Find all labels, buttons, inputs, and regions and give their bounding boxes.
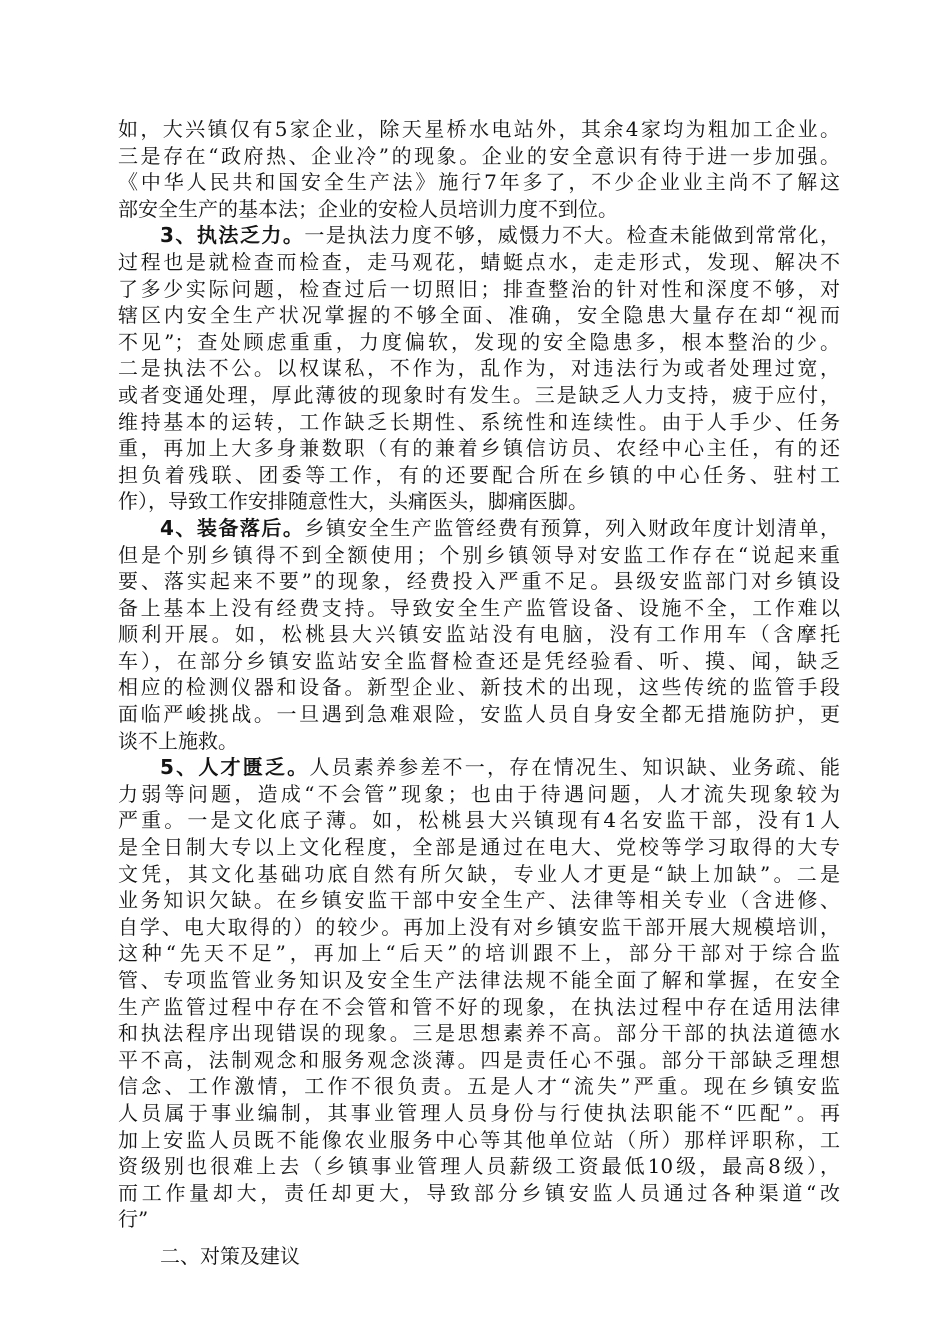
text-line: 重，再加上大多身兼数职（有的兼着乡镇信访员、农经中心主任，有的还: [118, 436, 840, 461]
text-line: 行”: [118, 1207, 149, 1232]
text-line: 作），导致工作安排随意性大，头痛医头，脚痛医脚。: [118, 489, 588, 514]
text-line: 担负着残联、团委等工作，有的还要配合所在乡镇的中心任务、驻村工: [118, 462, 840, 487]
text-line: 管、专项监管业务知识及安全生产法律法规不能全面了解和掌握，在安全: [118, 968, 840, 992]
text-line: 自学、电大取得的）的较少。再加上没有对乡镇安监干部开展大规模培训，: [118, 914, 840, 939]
text-line: 如，大兴镇仅有5家企业，除天星桥水电站外，其余4家均为粗加工企业。: [118, 117, 840, 141]
text-line: 车），在部分乡镇安监站安全监督检查还是凭经验看、听、摸、闻，缺乏: [118, 648, 840, 673]
section-4-first-line: [118, 515, 840, 542]
section-4-first-text: 乡镇安全生产监管经费有预算，列入财政年度计划清单，: [304, 515, 841, 540]
text-line: 《中华人民共和国安全生产法》施行7年多了，不少企业业主尚不了解这: [118, 170, 840, 195]
text-line: 这种“先天不足”，再加上“后天”的培训跟不上，部分干部对于综合监: [118, 941, 840, 966]
text-line: 生产监管过程中存在不会管和管不好的现象，在执法过程中存在适用法律: [118, 994, 840, 1019]
text-line: 但是个别乡镇得不到全额使用；个别乡镇领导对安监工作存在“说起来重: [118, 542, 840, 567]
section-5-first-line: [118, 754, 840, 781]
section-3-first-line: [118, 222, 840, 249]
text-line: 维持基本的运转，工作缺乏长期性、系统性和连续性。由于人手少、任务: [118, 409, 840, 434]
text-line: 业务知识欠缺。在乡镇安监干部中安全生产、法律等相关专业（含进修、: [118, 888, 840, 913]
document-body: [118, 116, 840, 1273]
text-line: 备上基本上没有经费支持。导致安全生产监管设备、设施不全，工作难以: [118, 595, 840, 620]
text-line: 面临严峻挑战。一旦遇到急难艰险，安监人员自身安全都无措施防护，更: [118, 702, 840, 727]
text-line: 了多少实际问题，检查过后一切照旧；排查整治的针对性和深度不够，对: [118, 276, 840, 301]
document-page: [118, 0, 840, 1344]
text-line: 加上安监人员既不能像农业服务中心等其他单位站（所）那样评职称，工: [118, 1127, 840, 1152]
text-line: 信念、工作激情，工作不很负责。五是人才“流失”严重。现在乡镇安监: [118, 1074, 840, 1099]
text-line: 或者变通处理，厚此薄彼的现象时有发生。三是缺乏人力支持，疲于应付，: [118, 382, 840, 407]
text-line: 人员属于事业编制，其事业管理人员身份与行使执法职能不“匹配”。再: [118, 1100, 840, 1125]
text-line: 是全日制大专以上文化程度，全部是通过在电大、党校等学习取得的大专: [118, 835, 840, 860]
section-3-first-text: 一是执法力度不够，威慑力不大。检查未能做到常常化，: [304, 223, 841, 248]
section-3-heading: 3、执法乏力。: [160, 223, 305, 248]
text-line: 和执法程序出现错误的现象。三是思想素养不高。部分干部的执法道德水: [118, 1021, 840, 1046]
text-line: 力弱等问题，造成“不会管”现象；也由于待遇问题，人才流失现象较为: [118, 781, 840, 806]
section-4-heading: 4、装备落后。: [160, 515, 305, 540]
text-line: 三是存在“政府热、企业冷”的现象。企业的安全意识有待于进一步加强。: [118, 143, 840, 168]
section-two-heading: 二、对策及建议: [160, 1243, 300, 1268]
text-line: 而工作量却大，责任却更大，导致部分乡镇安监人员通过各种渠道“改: [118, 1180, 840, 1205]
text-line: 要、落实起来不要”的现象，经费投入严重不足。县级安监部门对乡镇设: [118, 569, 840, 594]
text-line: 文凭，其文化基础功底自然有所欠缺，专业人才更是“缺上加缺”。二是: [118, 861, 840, 886]
text-line: 顺利开展。如，松桃县大兴镇安监站没有电脑，没有工作用车（含摩托: [118, 622, 840, 647]
text-line: 部安全生产的基本法；企业的安检人员培训力度不到位。: [118, 196, 618, 221]
text-line: 严重。一是文化底子薄。如，松桃县大兴镇现有4名安监干部，没有1人: [118, 808, 840, 833]
text-line: 不见”；查处顾虑重重，力度偏软，发现的安全隐患多，根本整治的少。: [118, 329, 840, 354]
text-line: 平不高，法制观念和服务观念淡薄。四是责任心不强。部分干部缺乏理想: [118, 1047, 840, 1072]
text-line: 二是执法不公。以权谋私，不作为，乱作为，对违法行为或者处理过宽，: [118, 356, 840, 381]
text-line: 相应的检测仪器和设备。新型企业、新技术的出现，这些传统的监管手段: [118, 675, 840, 700]
text-line: 辖区内安全生产状况掌握的不够全面、准确，安全隐患大量存在却“视而: [118, 303, 840, 328]
text-line: 资级别也很难上去（乡镇事业管理人员薪级工资最低10级，最高8级），: [118, 1154, 840, 1179]
text-line: 过程也是就检查而检查，走马观花，蜻蜓点水，走走形式，发现、解决不: [118, 249, 840, 274]
section-5-first-text: 人员素养参差不一，存在情况生、知识缺、业务疏、能: [309, 755, 841, 780]
section-5-heading: 5、人才匮乏。: [160, 755, 310, 780]
text-line: 谈不上施救。: [118, 728, 238, 753]
